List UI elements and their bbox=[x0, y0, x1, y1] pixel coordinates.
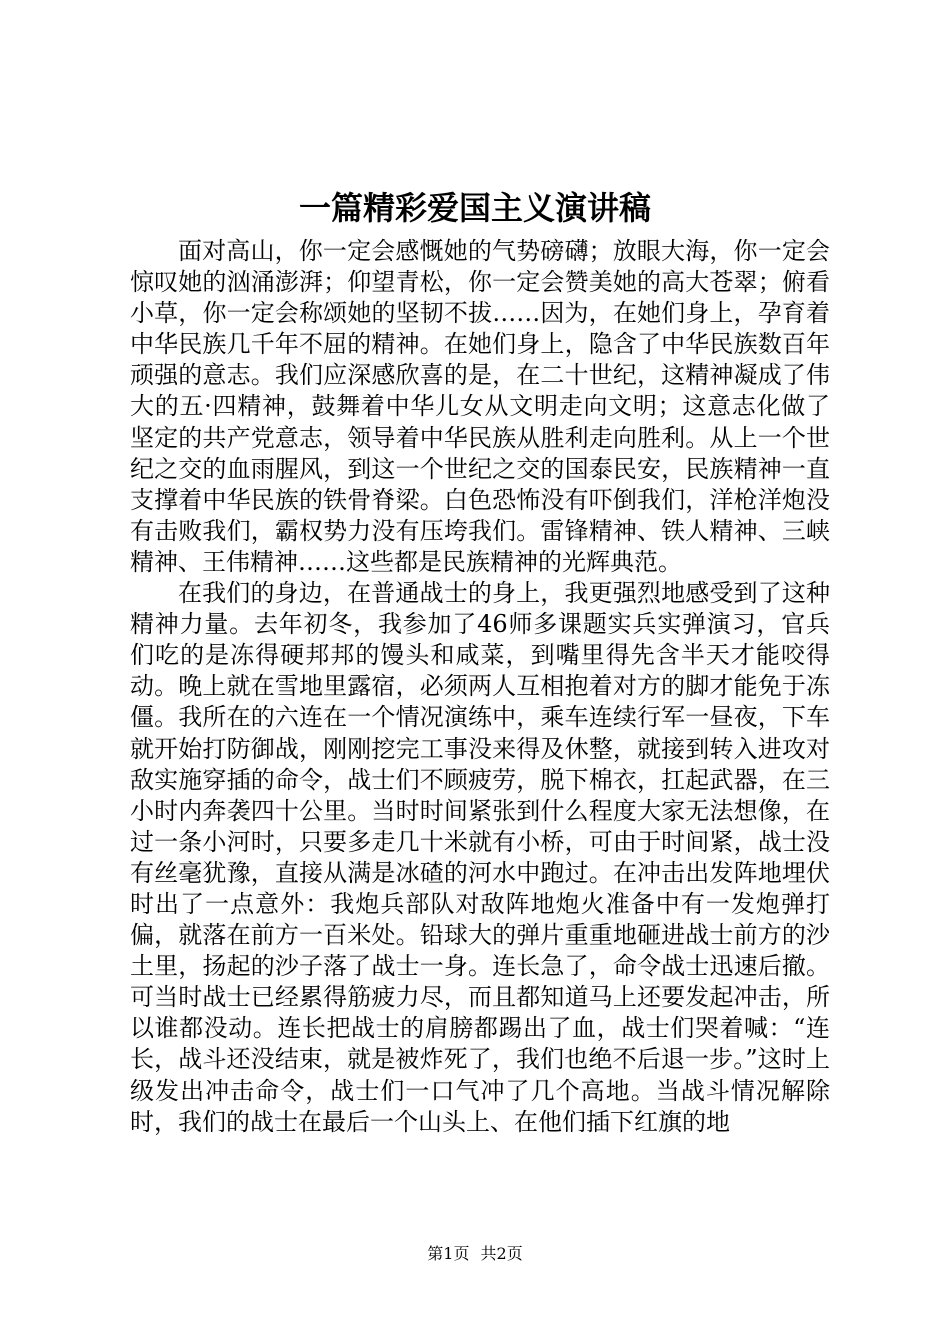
document-body bbox=[130, 236, 830, 1138]
paragraph-2: 在我们的身边，在普通战士的身上，我更强烈地感受到了这种精神力量。去年初冬，我参加了46师多课题实兵实弹演习，官兵们吃的是冻得硬邦邦的馒头和咸菜，到嘴里得先含半天才能咬得动。晚上就在雪地里露宿，必须两人互相抱着对方的脚才能免于冻僵。我所在的六连在一个情况演练中，乘车连续行军一昼夜，下车就开始打防御战，刚刚挖完工事没来得及休整，就接到转入进攻对敌实施穿插的命令，战士们不顾疲劳，脱下棉衣，扛起武器，在三小时内奔袭四十公里。当时时间紧张到什么程度大家无法想像，在过一条小河时，只要多走几十米就有小桥，可由于时间紧，战士没有丝毫犹豫，直接从满是冰碴的河水中跑过。在冲击出发阵地埋伏时出了一点意外：我炮兵部队对敌阵地炮火准备中有一发炮弹打偏，就落在前方一百米处。铅球大的弹片重重地砸进战士前方的沙土里，扬起的沙子落了战士一身。连长急了，命令战士迅速后撤。可当时战士已经累得筋疲力尽，而且都知道马上还要发起冲击，所以谁都没动。连长把战士的肩膀都踢出了血，战士们哭着喊：“连长，战斗还没结束，就是被炸死了，我们也绝不后退一步。”这时上级发出冲击命令，战士们一口气冲了几个高地。当战斗情况解除时，我们的战士在最后一个山头上、在他们插下红旗的地 bbox=[130, 579, 830, 1136]
document-title: 一篇精彩爱国主义演讲稿 bbox=[298, 189, 651, 227]
page-total: 共2页 bbox=[480, 1244, 523, 1263]
page-footer bbox=[0, 1243, 950, 1265]
page-number: 第1页 bbox=[427, 1244, 470, 1263]
paragraph-1: 面对高山，你一定会感慨她的气势磅礴；放眼大海，你一定会惊叹她的汹涌澎湃；仰望青松，你一定会赞美她的高大苍翠；俯看小草，你一定会称颂她的坚韧不拔……因为，在她们身上，孕育着中华民族几千年不屈的精神。在她们身上，隐含了中华民族数百年顽强的意志。我们应深感欣喜的是，在二十世纪，这精神凝成了伟大的五·四精神，鼓舞着中华儿女从文明走向文明；这意志化做了坚定的共产党意志，领导着中华民族从胜利走向胜利。从上一个世纪之交的血雨腥风，到这一个世纪之交的国泰民安，民族精神一直支撑着中华民族的铁骨脊梁。白色恐怖没有吓倒我们，洋枪洋炮没有击败我们，霸权势力没有压垮我们。雷锋精神、铁人精神、三峡精神、王伟精神……这些都是民族精神的光辉典范。 bbox=[130, 237, 830, 576]
